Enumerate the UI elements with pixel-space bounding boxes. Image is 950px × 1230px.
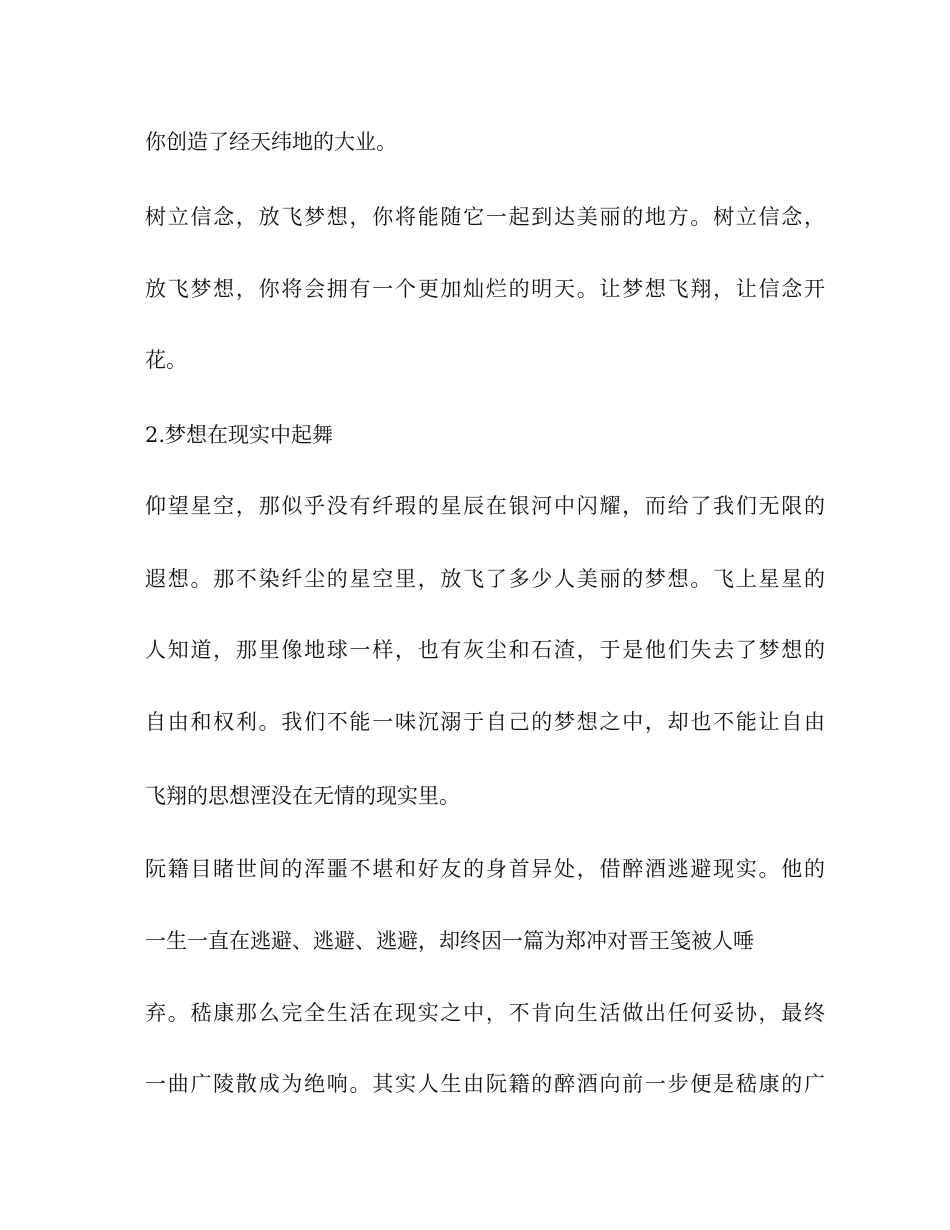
text-line-11: 阮籍目睹世间的浑噩不堪和好友的身首异处，借醉酒逃避现实。他的 <box>145 857 825 881</box>
text-line-3: 放飞梦想，你将会拥有一个更加灿烂的明天。让梦想飞翔，让信念开 <box>145 277 825 301</box>
text-line-2: 树立信念，放飞梦想，你将能随它一起到达美丽的地方。树立信念， <box>145 205 825 229</box>
text-line-8: 人知道，那里像地球一样，也有灰尘和石渣，于是他们失去了梦想的 <box>145 638 825 662</box>
text-line-9: 自由和权利。我们不能一味沉溺于自己的梦想之中，却也不能让自由 <box>145 710 825 734</box>
text-line-1: 你创造了经天纬地的大业。 <box>145 130 397 154</box>
section-heading: 2.梦想在现实中起舞 <box>145 423 334 447</box>
text-line-13: 弃。嵇康那么完全生活在现实之中，不肯向生活做出任何妥协，最终 <box>145 1001 825 1025</box>
text-line-7: 遐想。那不染纤尘的星空里，放飞了多少人美丽的梦想。飞上星星的 <box>145 567 825 591</box>
text-line-10: 飞翔的思想湮没在无情的现实里。 <box>145 784 460 808</box>
text-line-12: 一生一直在逃避、逃避、逃避，却终因一篇为郑冲对晋王笺被人唾 <box>145 929 754 953</box>
text-line-14: 一曲广陵散成为绝响。其实人生由阮籍的醉酒向前一步便是嵇康的广 <box>145 1072 825 1096</box>
text-line-6: 仰望星空，那似乎没有纤瑕的星辰在银河中闪耀，而给了我们无限的 <box>145 494 825 518</box>
text-line-4: 花。 <box>145 348 187 372</box>
